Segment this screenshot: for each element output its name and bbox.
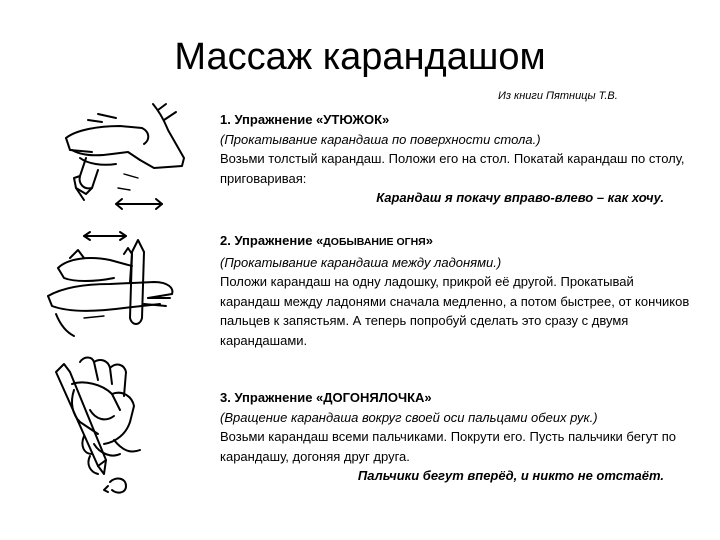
exercise-3 <box>220 388 690 486</box>
exercise-1-instruction: Возьми толстый карандаш. Положи его на стол. Покатай карандаш по столу, приговаривая: <box>220 151 685 186</box>
source-note: Из книги Пятницы Т.В. <box>498 90 618 102</box>
exercise-3-verse: Пальчики бегут вперёд, и никто не отстаёт. <box>357 468 664 483</box>
page-title: Массаж карандашом <box>174 36 546 78</box>
exercise-3-subtitle: (Вращение карандаша вокруг своей оси пальцами обеих рук.) <box>220 409 598 425</box>
palms-rolling-pencil-illustration <box>44 228 184 340</box>
hand-rolling-pencil-illustration <box>58 98 188 216</box>
exercise-1-verse: Карандаш я покачу вправо-влево – как хочу. <box>376 190 664 205</box>
exercise-2-instruction: Положи карандаш на одну ладошку, прикрой её другой. Прокатывай карандаш между ладонями сначала медленно, а потом быстрее, от кончиков пальцев к запястьям. А теперь попробуй сделать это сразу с двумя карандашами. <box>220 274 690 348</box>
exercise-2-heading: 2. Упражнение «ДОБЫВАНИЕ ОГНЯ» <box>220 233 433 248</box>
exercise-2-subtitle: (Прокатывание карандаша между ладонями.) <box>220 254 502 270</box>
exercise-3-heading: 3. Упражнение «ДОГОНЯЛОЧКА» <box>220 390 432 405</box>
exercise-1-subtitle: (Прокатывание карандаша по поверхности стола.) <box>220 131 541 147</box>
exercise-2 <box>220 231 690 350</box>
fingers-turning-pencil-illustration <box>50 350 150 496</box>
exercise-1 <box>220 110 690 208</box>
exercise-1-heading: 1. Упражнение «УТЮЖОК» <box>220 112 390 127</box>
exercise-3-instruction: Возьми карандаш всеми пальчиками. Покрути его. Пусть пальчики бегут по карандашу, догоняя друг друга. <box>220 429 677 464</box>
